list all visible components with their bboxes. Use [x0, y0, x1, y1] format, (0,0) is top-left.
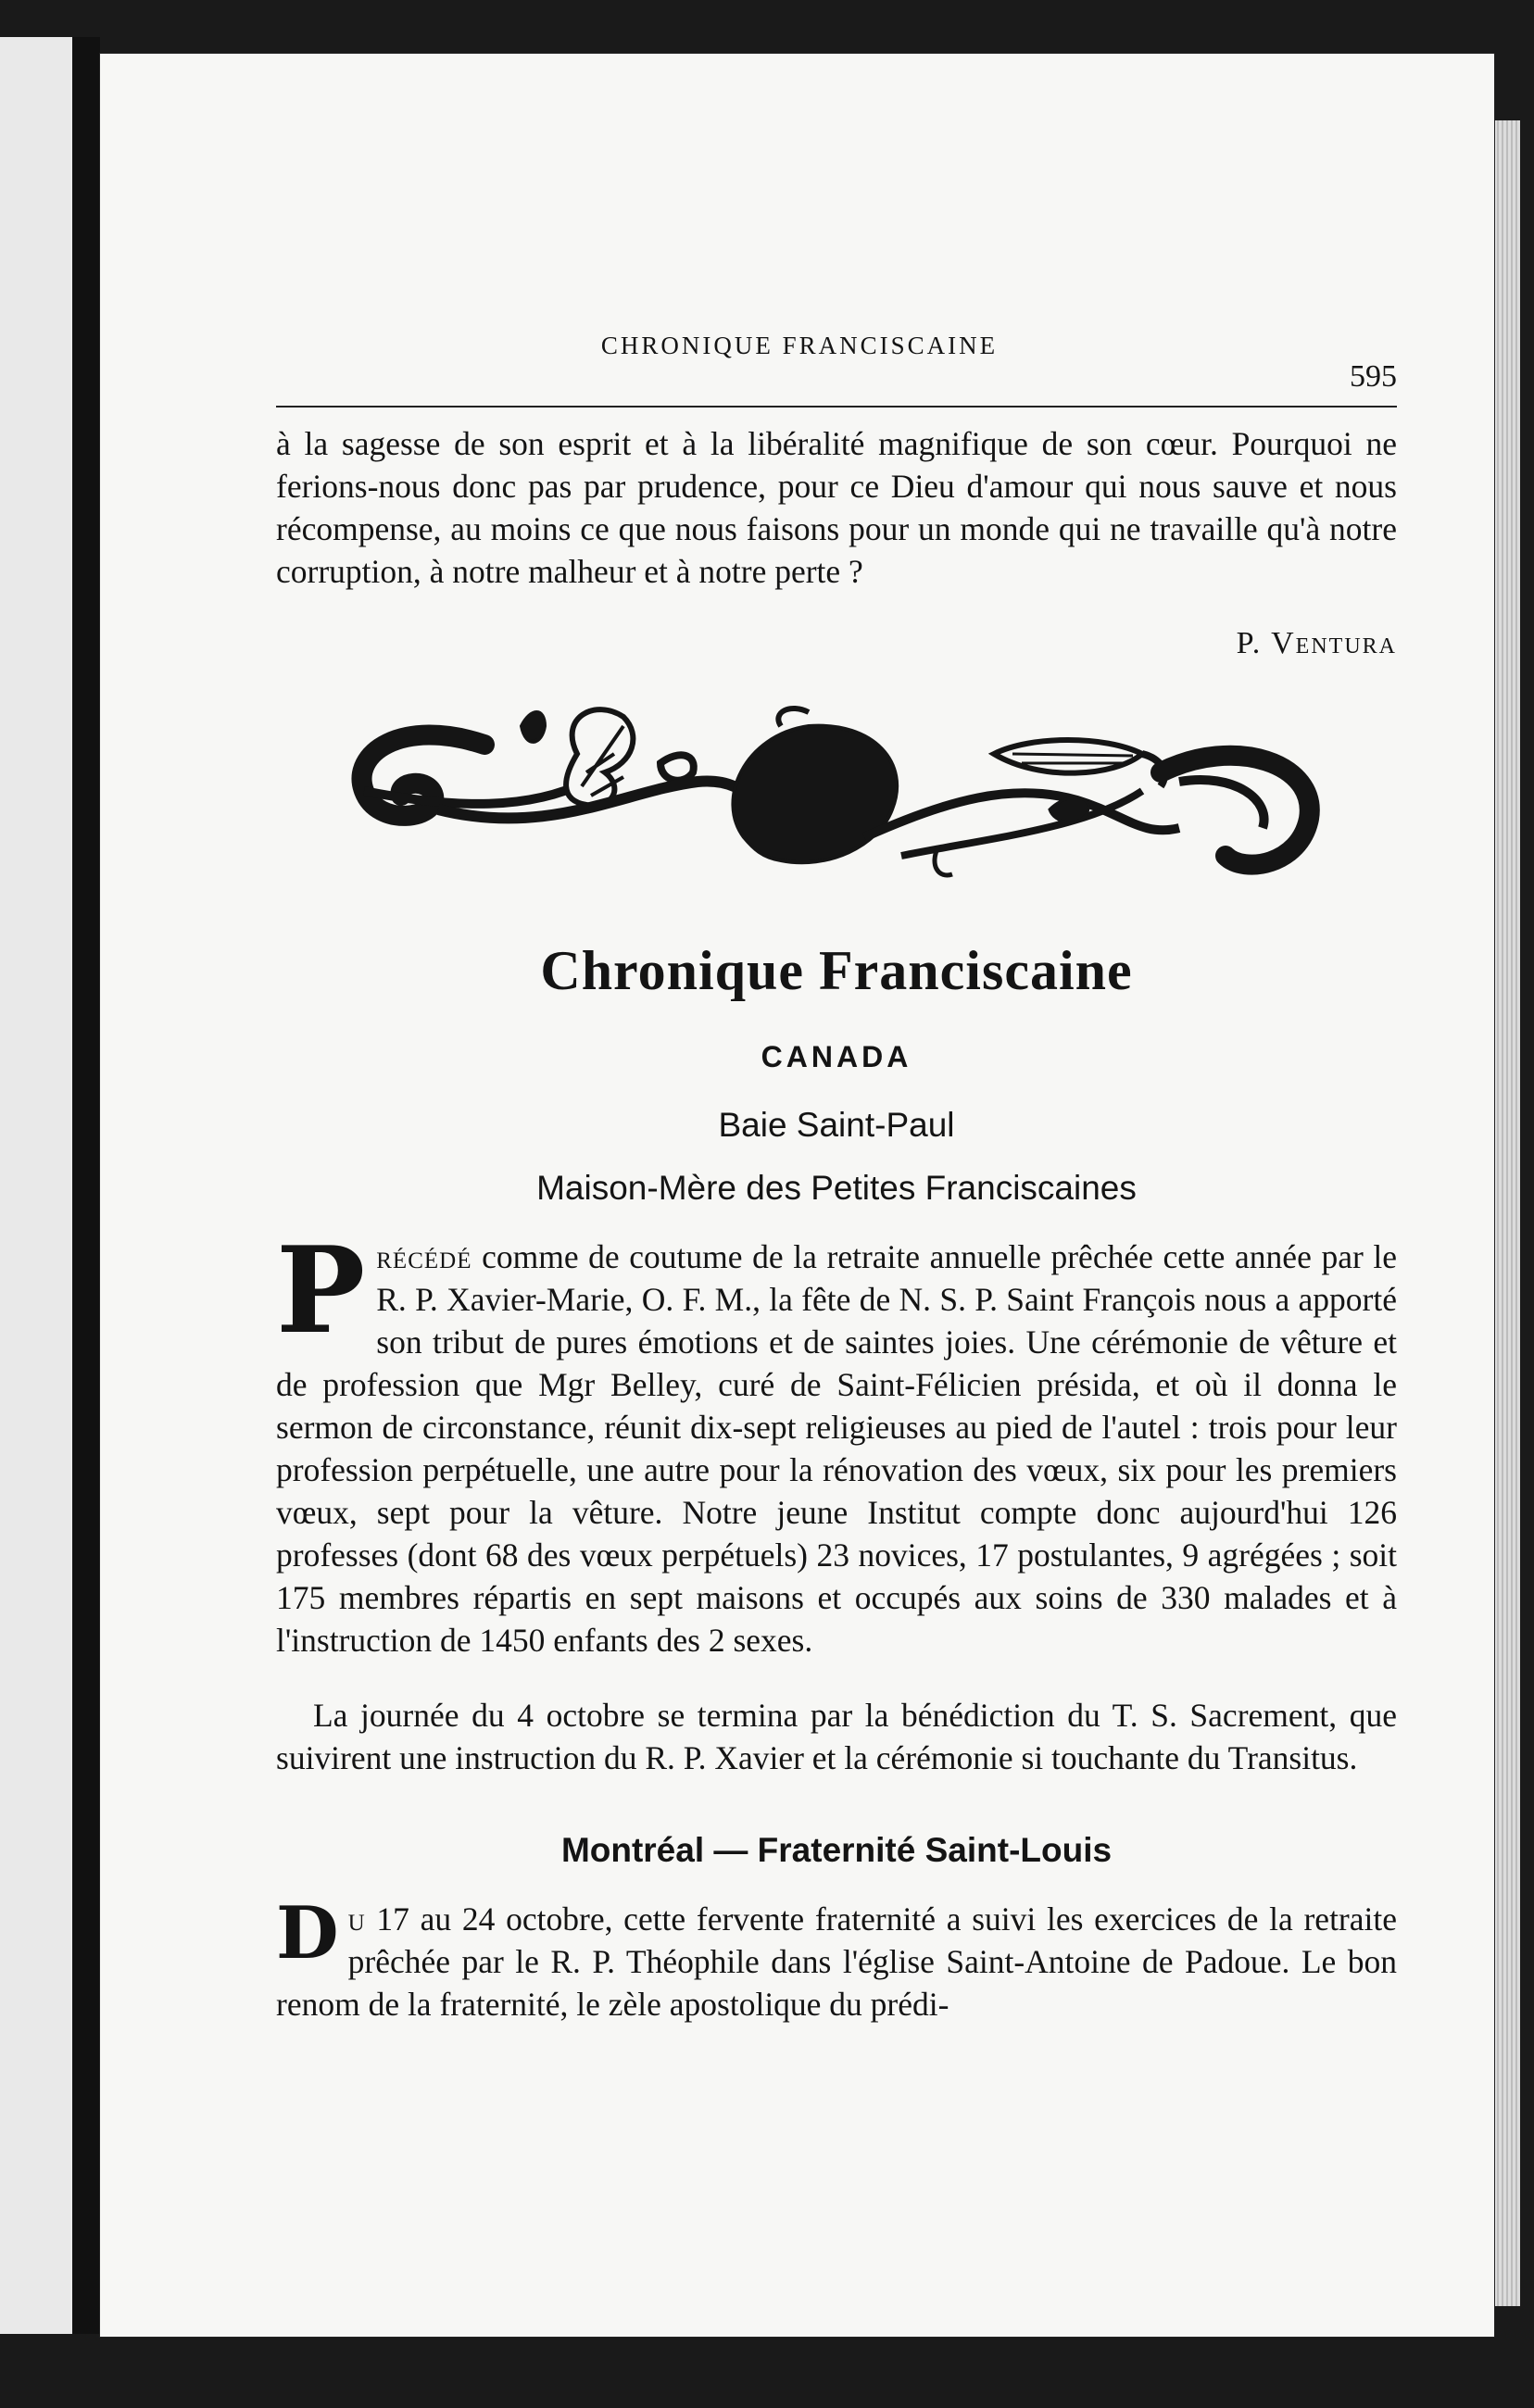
dropcap-initial: D [276, 1891, 339, 1975]
place-heading: Baie Saint-Paul [718, 1105, 955, 1144]
page-number: 595 [1350, 359, 1397, 394]
book-page [100, 54, 1494, 2337]
paragraph-body: 17 au 24 octobre, cette fervente fraternité a suivi les exercices de la retraite prêchée par le R. P. Théophile dans l'église Saint-Antoine de Padoue. Le bon renom de la fraternité, le zèle apostolique du prédi- [276, 1900, 1397, 2023]
running-head [276, 267, 1397, 394]
adjacent-page-edge [0, 37, 72, 2334]
floral-vignette-icon [346, 698, 1327, 893]
previous-article-ending: à la sagesse de son esprit et à la libéralité magnifique de son cœur. Pourquoi ne ferions-nous donc pas par prudence, pour ce Dieu d'amour qui nous sauve et nous récompense, au moins ce que nous faisons pour un monde qui ne travaille qu'à notre corruption, à notre malheur et à notre perte ? [276, 425, 1397, 590]
header-rule [276, 406, 1397, 408]
stacked-page-edges [1494, 120, 1520, 2306]
paragraph-body: comme de coutume de la retraite annuelle prêchée cette année par le R. P. Xavier-Marie, O. F. M., la fête de N. S. P. Saint François nous a apporté son tribut de pures émotions et de saintes joies. Une cérémonie de vêture et de profession que Mgr Belley, curé de Saint-Félicien présida, et où il donna le sermon de circonstance, réunit dix-sept religieuses au pied de l'autel : trois pour leur profession perpétuelle, une autre pour la rénovation des vœux, six pour les premiers vœux, sept pour la vêture. Notre jeune Institut compte donc aujourd'hui 126 professes (dont 68 des vœux perpétuels) 23 novices, 17 postulantes, 9 agrégées ; soit 175 membres répartis en sept maisons et occupés aux soins de 330 malades et à l'instruction de 1450 enfants des 2 sexes. [276, 1237, 1397, 1659]
section-heading: Montréal — Fraternité Saint-Louis [560, 1831, 1113, 1869]
lead-word: récédé [376, 1237, 472, 1275]
report-paragraph-closing: La journée du 4 octobre se termina par la bénédiction du T. S. Sacrement, que suivirent une instruction du R. P. Xavier et la cérémonie si touchante du Transitus. [276, 1697, 1397, 1776]
report-paragraph [276, 1221, 1397, 1662]
running-head-title: CHRONIQUE FRANCISCAINE [600, 332, 999, 359]
country-heading: CANADA [761, 1039, 912, 1073]
chronicle-title: Chronique Franciscaine [540, 939, 1133, 1001]
lead-word: u [347, 1900, 366, 1938]
report-paragraph [276, 1891, 1397, 2025]
dropcap-initial: P [276, 1221, 366, 1361]
book-gutter [72, 37, 100, 2334]
house-heading: Maison-Mère des Petites Franciscaines [536, 1168, 1137, 1207]
author-signature: P. Ventura [1236, 625, 1397, 660]
page-content [276, 267, 1397, 2059]
